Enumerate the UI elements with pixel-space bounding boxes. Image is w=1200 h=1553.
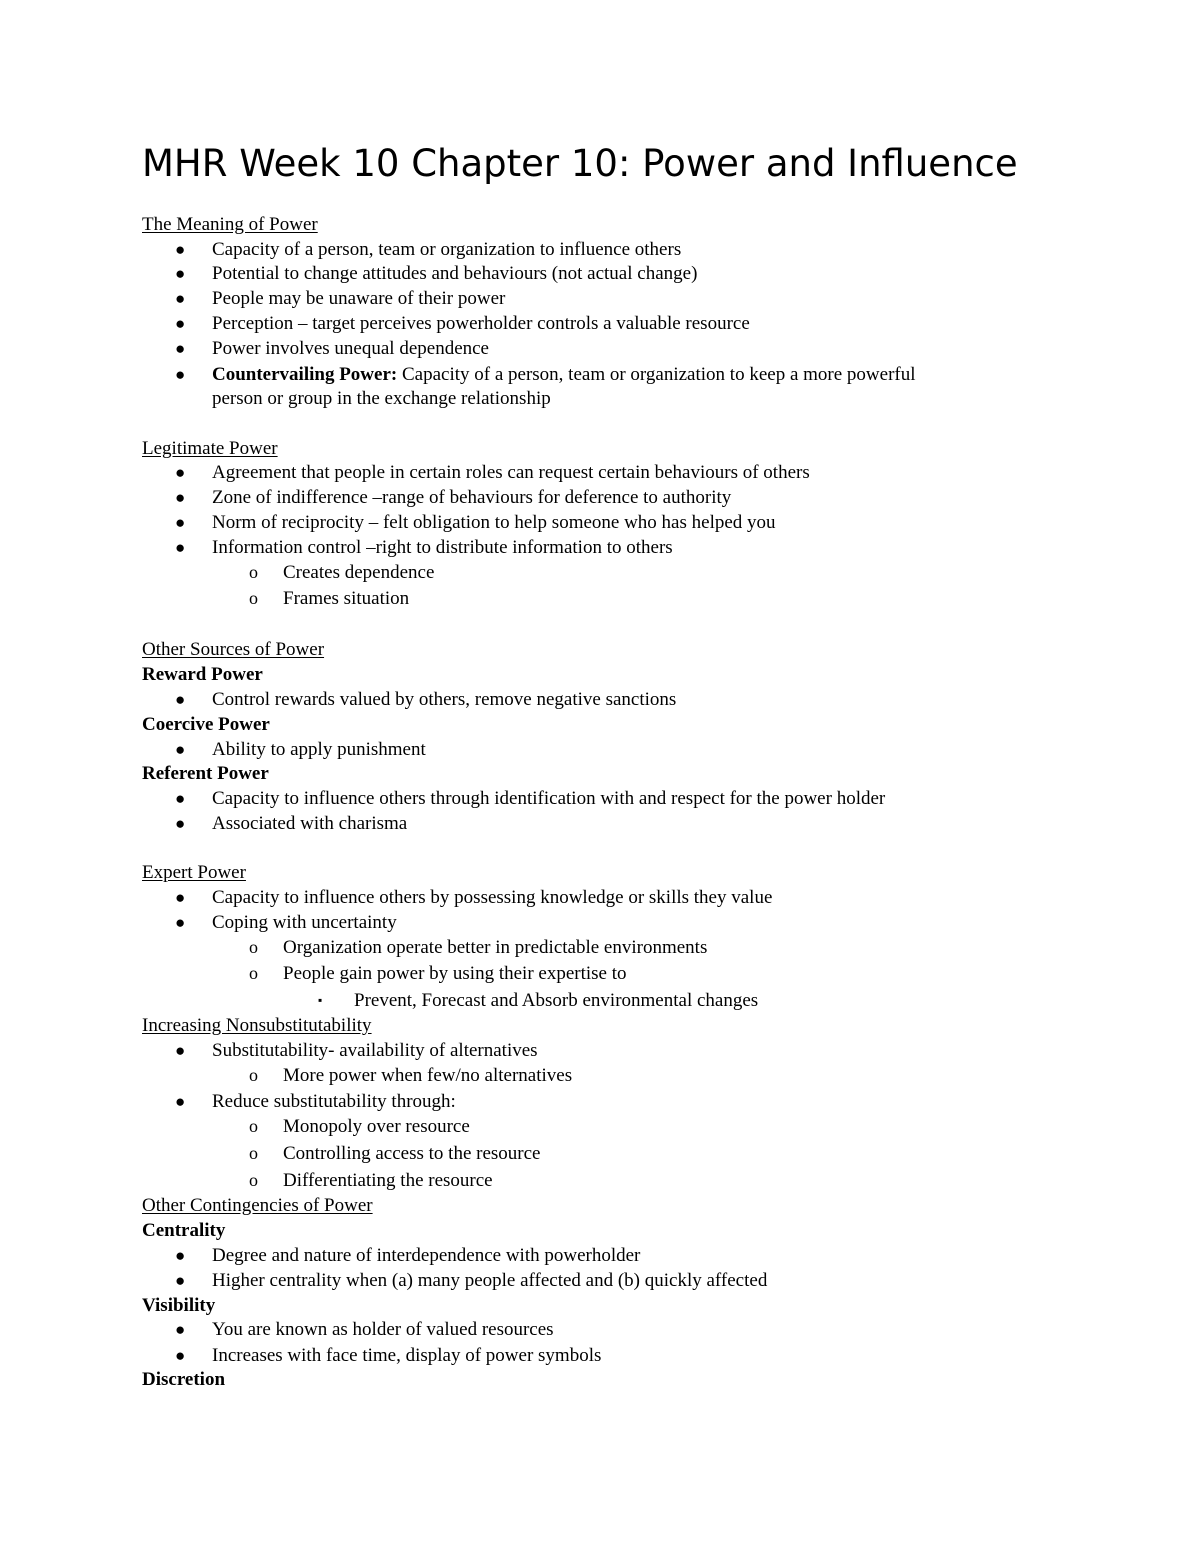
section-heading-nonsubstitutability: Increasing Nonsubstitutability [142,1015,372,1036]
subheading-coercive-power: Coercive Power [142,714,270,735]
list-item: ● Higher centrality when (a) many people affected and (b) quickly affected [175,1270,768,1291]
list-item: ● Associated with charisma [175,813,408,834]
list-item: ● Increases with face time, display of power symbols [175,1345,602,1366]
circle-bullet-icon: o [249,1170,258,1190]
subheading-visibility: Visibility [142,1295,216,1316]
circle-bullet-icon: o [249,937,258,957]
section-heading-meaning-of-power: The Meaning of Power [142,214,318,235]
bullet-icon: ● [175,488,186,507]
list-item: ● You are known as holder of valued resources [175,1319,554,1340]
bullet-icon: ● [175,339,186,358]
sub-list-item: o Frames situation [249,588,410,609]
subheading-referent-power: Referent Power [142,763,269,784]
circle-bullet-icon: o [249,963,258,983]
term-countervailing-power: Countervailing Power: [212,364,398,385]
bullet-icon: ● [175,513,186,532]
list-item: ● Potential to change attitudes and behaviours (not actual change) [175,263,698,284]
section-heading-legitimate-power: Legitimate Power [142,438,278,459]
sub-list-item: o Creates dependence [249,562,435,583]
list-item: ● Capacity to influence others by possessing knowledge or skills they value [175,887,773,908]
list-item: ● Perception – target perceives powerholder controls a valuable resource [175,313,750,334]
sub-list-item: o People gain power by using their expertise to [249,963,627,984]
bullet-icon: ● [175,1246,186,1265]
list-item: ● Reduce substitutability through: [175,1091,456,1112]
subheading-reward-power: Reward Power [142,664,263,685]
section-heading-other-sources: Other Sources of Power [142,639,325,660]
list-item: ● Degree and nature of interdependence with powerholder [175,1245,641,1266]
list-item: ● Norm of reciprocity – felt obligation to help someone who has helped you [175,512,776,533]
bullet-icon: ● [175,740,186,759]
circle-bullet-icon: o [249,1116,258,1136]
sub-list-item: o Controlling access to the resource [249,1143,541,1164]
bullet-icon: ● [175,289,186,308]
bullet-icon: ● [175,1271,186,1290]
sub-list-item: o Monopoly over resource [249,1116,470,1137]
sub-list-item: o More power when few/no alternatives [249,1065,573,1086]
subheading-discretion: Discretion [142,1369,226,1390]
bullet-icon: ● [175,1041,186,1060]
bullet-icon: ● [175,264,186,283]
sub-list-item: o Organization operate better in predictable environments [249,937,708,958]
list-item: ● Control rewards valued by others, remove negative sanctions [175,689,677,710]
bullet-icon: ● [175,1092,186,1111]
bullet-icon: ● [175,463,186,482]
sub-sub-list-item: ▪ Prevent, Forecast and Absorb environmental changes [318,990,759,1011]
bullet-icon: ● [175,240,186,259]
list-item: ● People may be unaware of their power [175,288,506,309]
list-item: ● Agreement that people in certain roles can request certain behaviours of others [175,462,810,483]
list-item: ● Ability to apply punishment [175,739,426,760]
circle-bullet-icon: o [249,1065,258,1085]
list-item: ● Capacity of a person, team or organization to influence others [175,239,682,260]
sub-list-item: o Differentiating the resource [249,1170,493,1191]
circle-bullet-icon: o [249,588,258,608]
list-item: ● Coping with uncertainty [175,912,397,933]
bullet-icon: ● [175,314,186,333]
list-item: ● Capacity to influence others through identification with and respect for the power holder [175,788,886,809]
list-item-countervailing-power [175,362,916,387]
bullet-icon: ● [175,789,186,808]
bullet-icon: ● [175,913,186,932]
list-item: ● Information control –right to distribute information to others [175,537,673,558]
list-item-continuation: person or group in the exchange relationship [212,388,551,409]
bullet-icon: ● [175,1320,186,1339]
list-item: ● Zone of indifference –range of behaviours for deference to authority [175,487,732,508]
square-bullet-icon: ▪ [318,993,323,1007]
circle-bullet-icon: o [249,562,258,582]
subheading-centrality: Centrality [142,1220,226,1241]
bullet-icon: ● [175,690,186,709]
section-heading-expert-power: Expert Power [142,862,246,883]
circle-bullet-icon: o [249,1143,258,1163]
bullet-icon: ● [175,1346,186,1365]
bullet-icon: ● [175,365,186,384]
page-title: MHR Week 10 Chapter 10: Power and Influence [142,142,1018,185]
bullet-icon: ● [175,888,186,907]
bullet-icon: ● [175,814,186,833]
list-item: ● Power involves unequal dependence [175,338,489,359]
list-item: ● Substitutability- availability of alternatives [175,1040,538,1061]
definition-text: Capacity of a person, team or organization to keep a more powerful [397,364,916,385]
section-heading-other-contingencies: Other Contingencies of Power [142,1195,373,1216]
bullet-icon: ● [175,538,186,557]
